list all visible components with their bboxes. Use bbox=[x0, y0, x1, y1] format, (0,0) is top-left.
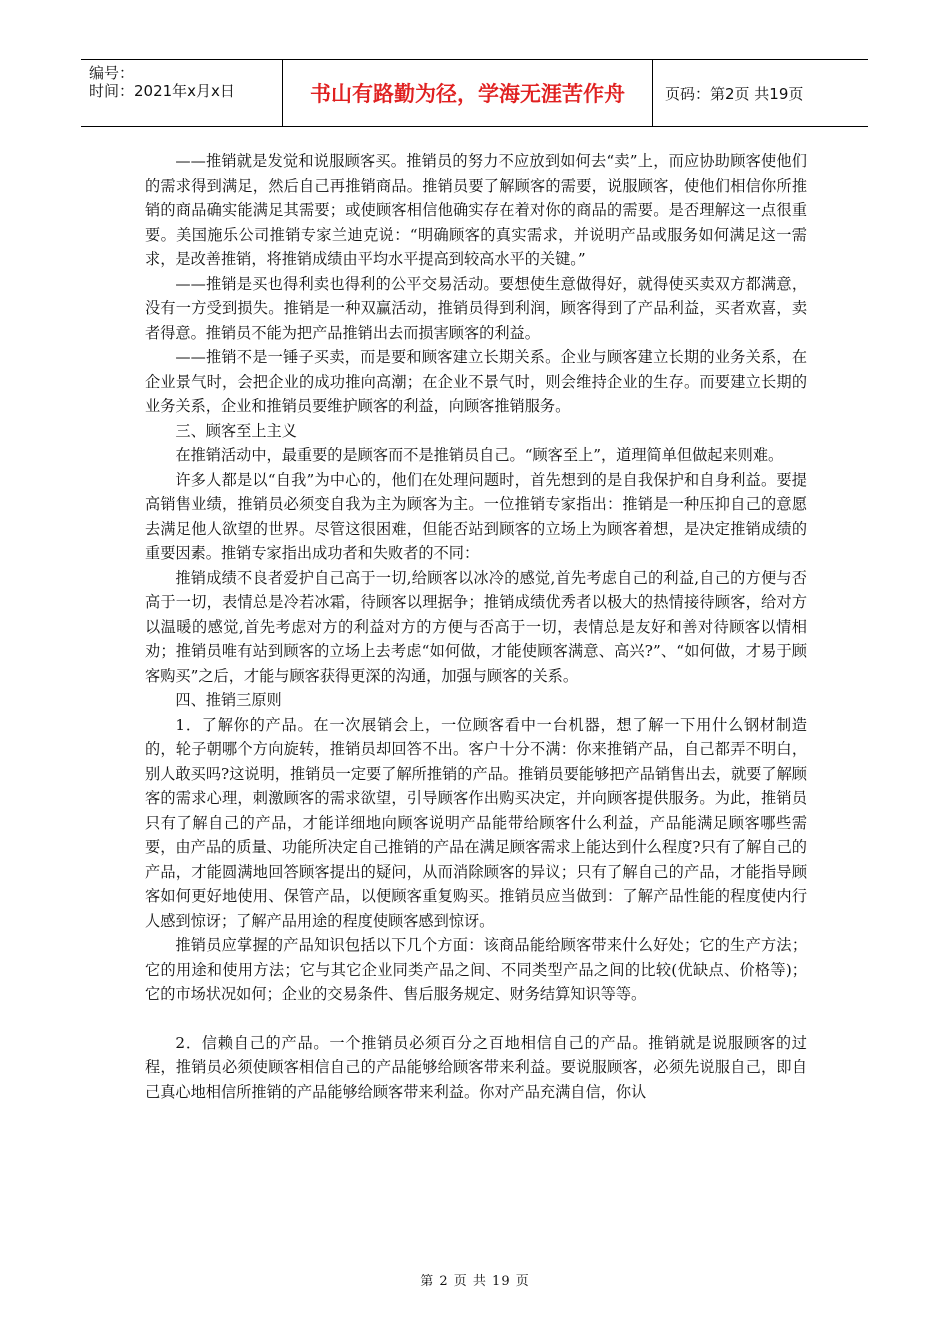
paragraph: 推销员应掌握的产品知识包括以下几个方面：该商品能给顾客带来什么好处；它的生产方法；它的用途和使用方法；它与其它企业同类产品之间、不同类型产品之间的比较(优缺点、价格等)；它的市场状况如何；企业的交易条件、售后服务规定、财务结算知识等等。 bbox=[145, 936, 807, 1003]
section-heading: 三、顾客至上主义 bbox=[175, 421, 297, 440]
header-page-info: 页码：第2页 共19页 bbox=[665, 84, 804, 103]
page-footer: 第 2 页 共 19 页 bbox=[420, 1274, 530, 1289]
section-heading: 四、推销三原则 bbox=[175, 691, 282, 709]
paragraph: 在推销活动中，最重要的是顾客而不是推销员自己。“顾客至上”，道理简单但做起来则难。 bbox=[175, 446, 784, 464]
paragraph: ——推销就是发觉和说服顾客买。推销员的努力不应放到如何去“卖”上，而应协助顾客使他们的需求得到满足，然后自己再推销商品。推销员要了解顾客的需要，说服顾客，使他们相信你所推销的商品确实能满足其需要；或使顾客相信他确实存在着对你的商品的需要。是否理解这一点很重要。美国施乐公司推销专家兰迪克说：“明确顾客的真实需求，并说明产品或服务如何满足这一需求，是改善推销，将推销成绩由平均水平提高到较高水平的关键。” bbox=[145, 152, 807, 268]
paragraph: ——推销不是一锤子买卖，而是要和顾客建立长期关系。企业与顾客建立长期的业务关系，在企业景气时，会把企业的成功推向高潮；在企业不景气时，则会维持企业的生存。而要建立长期的业务关系，企业和推销员要维护顾客的利益，向顾客推销服务。 bbox=[145, 348, 807, 415]
paragraph: 推销成绩不良者爱护自己高于一切,给顾客以冰冷的感觉,首先考虑自己的利益,自己的方便与否高于一切，表情总是冷若冰霜，待顾客以理据争；推销成绩优秀者以极大的热情接待顾客，给对方以温暖的感觉,首先考虑对方的利益对方的方便与否高于一切，表情总是友好和善对待顾客以情相劝；推销员唯有站到顾客的立场上去考虑“如何做，才能使顾客满意、高兴?”、“如何做，才易于顾客购买”之后，才能与顾客获得更深的沟通，加强与顾客的关系。 bbox=[145, 568, 807, 685]
header-motto: 书山有路勤为径，学海无涯苦作舟 bbox=[283, 60, 653, 126]
document-number-label: 编号： bbox=[89, 64, 135, 82]
paragraph: 1．了解你的产品。在一次展销会上，一位顾客看中一台机器，想了解一下用什么钢材制造的，轮子朝哪个方向旋转，推销员却回答不出。客户十分不满：你来推销产品，自己都弄不明白，别人敢买吗?这说明，推销员一定要了解所推销的产品。推销员要能够把产品销售出去，就要了解顾客的需求心理，刺激顾客的需求欲望，引导顾客作出购买决定，并向顾客提供服务。为此，推销员只有了解自己的产品，才能详细地向顾客说明产品能带给顾客什么利益，产品能满足顾客哪些需要，由产品的质量、功能所决定自己推销的产品在满足顾客需求上能达到什么程度?只有了解自己的产品，才能圆满地回答顾客提出的疑问，从而消除顾客的异议；只有了解自己的产品，才能指导顾客如何更好地使用、保管产品，以便顾客重复购买。推销员应当做到：了解产品性能的程度使内行人感到惊讶；了解产品用途的程度使顾客感到惊讶。 bbox=[145, 715, 807, 930]
document-body bbox=[145, 149, 807, 1104]
paragraph: ——推销是买也得利卖也得利的公平交易活动。要想使生意做得好，就得使买卖双方都满意，没有一方受到损失。推销是一种双赢活动，推销员得到利润，顾客得到了产品利益，买者欢喜，卖者得意。推销员不能为把产品推销出去而损害顾客的利益。 bbox=[145, 274, 807, 342]
paragraph: 许多人都是以“自我”为中心的，他们在处理问题时，首先想到的是自我保护和自身利益。要提高销售业绩，推销员必须变自我为主为顾客为主。一位推销专家指出：推销是一种压抑自己的意愿去满足他人欲望的世界。尽管这很困难，但能否站到顾客的立场上为顾客着想，是决定推销成绩的重要因素。推销专家指出成功者和失败者的不同： bbox=[145, 470, 807, 562]
paragraph: 2．信赖自己的产品。一个推销员必须百分之百地相信自己的产品。推销就是说服顾客的过程，推销员必须使顾客相信自己的产品能够给顾客带来利益。要说服顾客，必须先说服自己，即自己真心地相信所推销的产品能够给顾客带来利益。你对产品充满自信，你认 bbox=[145, 1033, 807, 1101]
header-meta bbox=[81, 60, 283, 126]
page-header bbox=[81, 59, 868, 127]
document-date: 时间：2021年x月x日 bbox=[89, 82, 235, 100]
